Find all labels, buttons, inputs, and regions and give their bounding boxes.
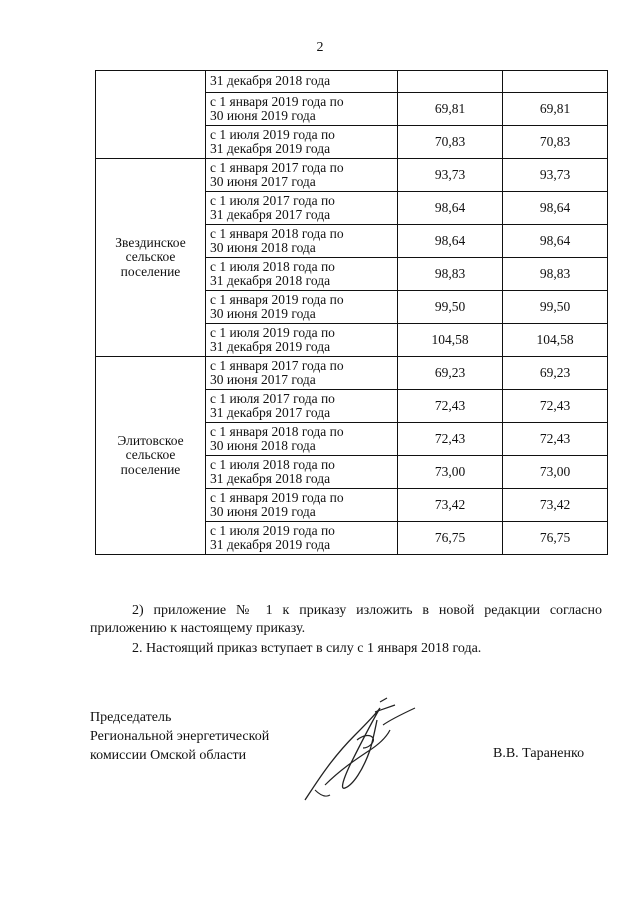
tariff-value: 70,83 [539, 133, 571, 149]
tariff-value-cell [398, 456, 503, 489]
tariff-value: 73,00 [434, 463, 466, 479]
period-line: 30 июня 2019 года [210, 108, 316, 123]
period-line: с 1 января 2018 года по [210, 423, 344, 439]
period-cell [206, 258, 398, 291]
tariff-value: 99,50 [539, 298, 571, 314]
period-line: 30 июня 2018 года [210, 438, 316, 453]
period-cell [206, 390, 398, 423]
tariff-value-vat-cell [503, 423, 608, 456]
period-line: с 1 июля 2019 года по [210, 126, 335, 142]
tariff-value-vat-cell [503, 489, 608, 522]
tariff-value-vat-cell [503, 225, 608, 258]
settlement-name-line: сельское [125, 447, 176, 463]
settlement-cell [96, 159, 206, 357]
period-line: 30 июня 2017 года [210, 174, 316, 189]
signatory-title [90, 708, 269, 765]
period-line: с 1 января 2019 года по [210, 291, 344, 307]
tariff-value: 73,42 [434, 496, 466, 512]
tariff-value: 99,50 [434, 298, 466, 314]
period-line: с 1 июля 2017 года по [210, 390, 335, 406]
period-cell [206, 192, 398, 225]
tariff-value: 69,23 [434, 364, 466, 380]
period-cell [206, 324, 398, 357]
tariff-value: 73,00 [539, 463, 571, 479]
settlement-name-line: Элитовское [117, 432, 184, 448]
effective-date-paragraph: 2. Настоящий приказ вступает в силу с 1 января 2018 года. [132, 641, 482, 656]
tariff-value-vat-cell [503, 357, 608, 390]
tariff-value-cell [398, 390, 503, 423]
tariff-value-vat-cell [503, 456, 608, 489]
tariff-value-cell [398, 71, 503, 93]
period-line: 31 декабря 2019 года [210, 537, 331, 552]
handwritten-signature [295, 690, 435, 810]
tariff-value-cell [398, 225, 503, 258]
settlement-cell [96, 357, 206, 555]
tariff-value-vat-cell [503, 71, 608, 93]
table-row [96, 159, 608, 192]
tariff-value-cell [398, 423, 503, 456]
tariff-value: 69,81 [434, 100, 466, 116]
period-cell [206, 522, 398, 555]
tariff-value: 98,64 [539, 199, 571, 215]
period-cell [206, 93, 398, 126]
period-line: с 1 июля 2018 года по [210, 456, 335, 472]
signatory-title-line: Региональной энергетической [90, 729, 270, 744]
tariff-value-cell [398, 357, 503, 390]
tariff-value: 72,43 [434, 397, 466, 413]
period-line: с 1 июля 2019 года по [210, 522, 335, 538]
tariff-value-cell [398, 93, 503, 126]
period-line: 31 декабря 2019 года [210, 141, 331, 156]
period-cell [206, 423, 398, 456]
settlement-name-line: поселение [120, 461, 181, 477]
period-line: 30 июня 2018 года [210, 240, 316, 255]
tariff-value-vat-cell [503, 324, 608, 357]
period-line: 31 декабря 2017 года [210, 405, 331, 420]
period-line: 30 июня 2017 года [210, 372, 316, 387]
tariff-value: 98,64 [434, 199, 466, 215]
settlement-name-line: сельское [125, 249, 176, 265]
period-cell [206, 225, 398, 258]
settlement-cell [96, 71, 206, 159]
period-line: 30 июня 2019 года [210, 504, 316, 519]
tariff-value-vat-cell [503, 93, 608, 126]
tariff-value-vat-cell [503, 126, 608, 159]
signatory-name: В.В. Тараненко [493, 746, 585, 761]
period-line: с 1 января 2019 года по [210, 93, 344, 109]
tariff-value-cell [398, 291, 503, 324]
tariff-value: 76,75 [539, 529, 571, 545]
period-cell [206, 291, 398, 324]
tariff-value: 73,42 [539, 496, 571, 512]
tariff-value-cell [398, 192, 503, 225]
period-cell [206, 126, 398, 159]
table-row [96, 71, 608, 93]
period-line: с 1 января 2018 года по [210, 225, 344, 241]
tariff-value: 104,58 [536, 331, 574, 347]
period-line: с 1 января 2017 года по [210, 159, 344, 175]
period-line: 31 декабря 2017 года [210, 207, 331, 222]
period-line: с 1 января 2017 года по [210, 357, 344, 373]
settlement-name-line: Звездинское [115, 234, 186, 250]
period-cell [206, 71, 398, 93]
tariff-value-cell [398, 324, 503, 357]
tariff-value-cell [398, 522, 503, 555]
period-line: с 1 июля 2019 года по [210, 324, 335, 340]
tariff-value: 93,73 [539, 166, 571, 182]
period-line: 31 декабря 2018 года [210, 471, 331, 486]
period-line: 31 декабря 2019 года [210, 339, 331, 354]
tariff-value: 72,43 [539, 430, 571, 446]
tariff-value-vat-cell [503, 291, 608, 324]
amendment-paragraph: 2) приложение № 1 к приказу изложить в новой редакции согласно приложению к настоящему приказу. [90, 603, 602, 636]
tariff-value: 104,58 [431, 331, 469, 347]
tariff-value: 70,83 [434, 133, 466, 149]
tariff-value-vat-cell [503, 390, 608, 423]
tariff-value: 93,73 [434, 166, 466, 182]
tariff-table [95, 70, 608, 555]
tariff-value: 98,64 [434, 232, 466, 248]
tariff-value-cell [398, 489, 503, 522]
period-cell [206, 489, 398, 522]
period-line: с 1 июля 2017 года по [210, 192, 335, 208]
tariff-value: 98,64 [539, 232, 571, 248]
period-line: 31 декабря 2018 года [210, 73, 331, 89]
period-cell [206, 357, 398, 390]
period-line: с 1 июля 2018 года по [210, 258, 335, 274]
tariff-value-vat-cell [503, 522, 608, 555]
tariff-value-cell [398, 258, 503, 291]
signatory-title-line: комиссии Омской области [90, 748, 247, 763]
tariff-value: 72,43 [539, 397, 571, 413]
page-number: 2 [316, 40, 324, 55]
tariff-value: 72,43 [434, 430, 466, 446]
period-line: 31 декабря 2018 года [210, 273, 331, 288]
tariff-value-cell [398, 159, 503, 192]
table-row [96, 357, 608, 390]
tariff-value-vat-cell [503, 258, 608, 291]
period-line: 30 июня 2019 года [210, 306, 316, 321]
tariff-value: 76,75 [434, 529, 466, 545]
tariff-value-vat-cell [503, 159, 608, 192]
period-cell [206, 159, 398, 192]
tariff-value-cell [398, 126, 503, 159]
signatory-title-line: Председатель [90, 710, 172, 725]
tariff-value: 69,81 [539, 100, 571, 116]
tariff-value: 98,83 [539, 265, 571, 281]
tariff-value: 69,23 [539, 364, 571, 380]
period-cell [206, 456, 398, 489]
period-line: с 1 января 2019 года по [210, 489, 344, 505]
tariff-value: 98,83 [434, 265, 466, 281]
settlement-name-line: поселение [120, 263, 181, 279]
tariff-value-vat-cell [503, 192, 608, 225]
